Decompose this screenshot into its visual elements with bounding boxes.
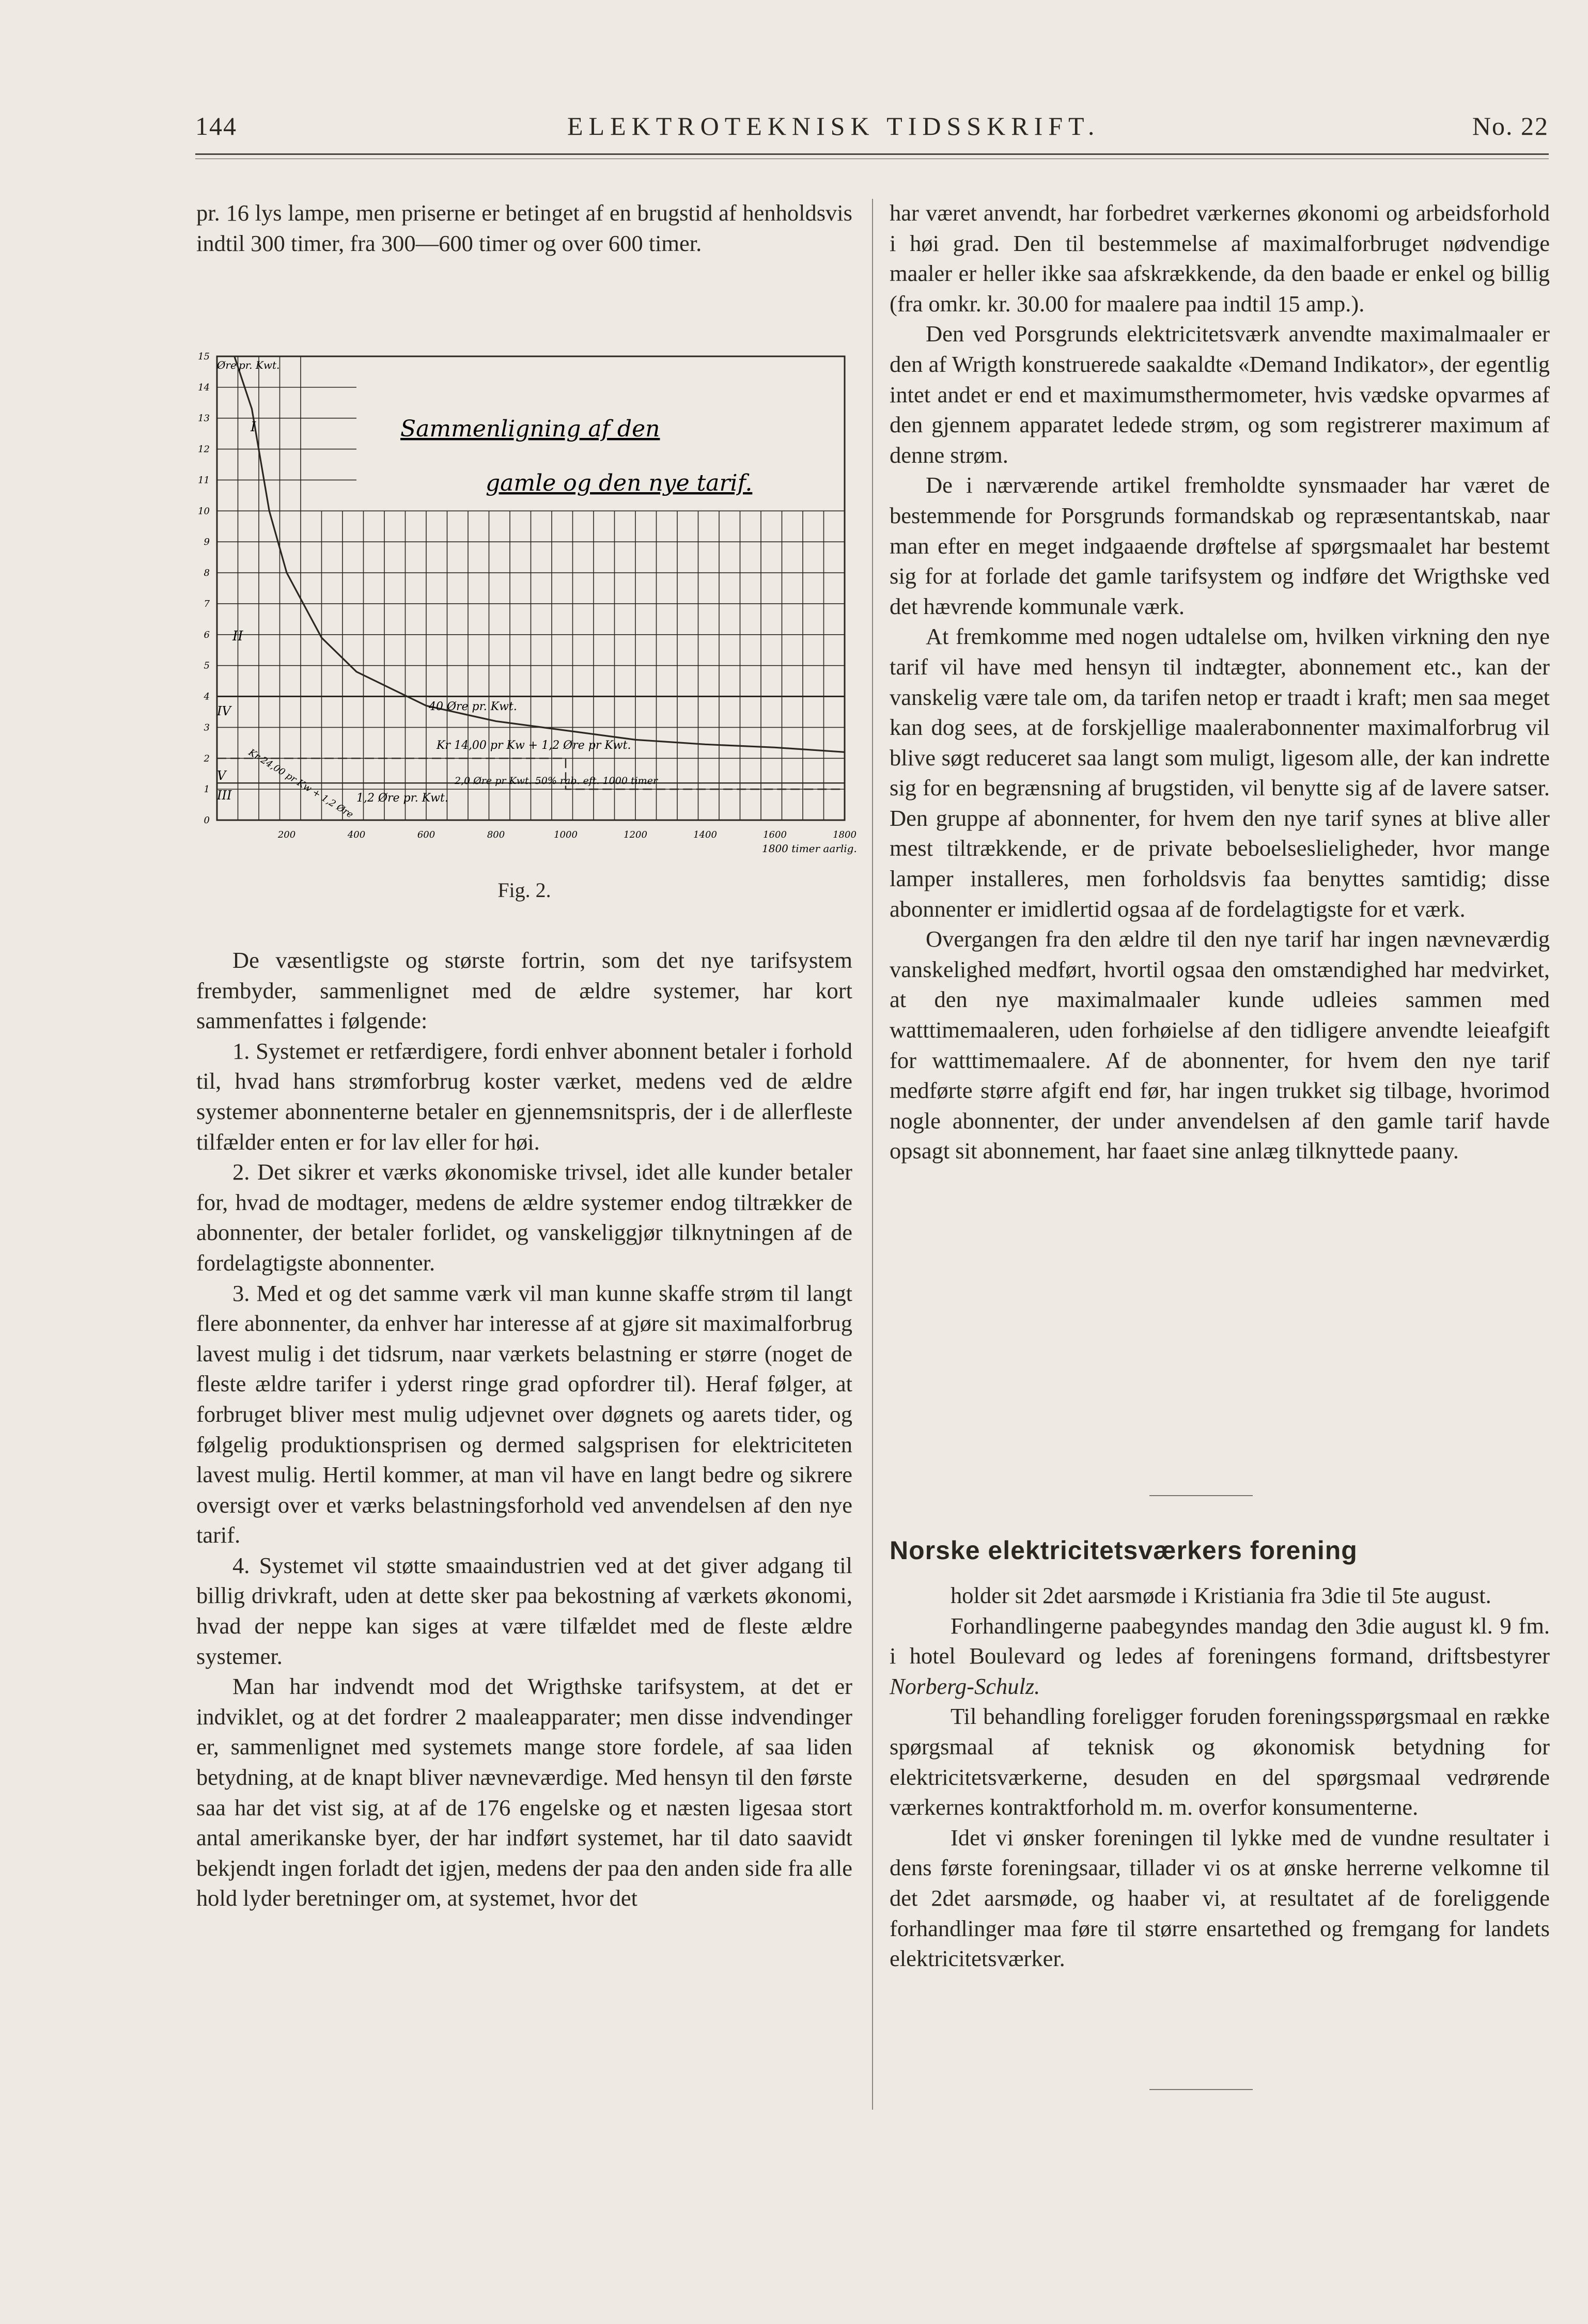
- y-tick-label: 1: [204, 784, 210, 795]
- x-tick-label: 1800: [833, 829, 857, 840]
- y-tick-label: 4: [204, 691, 210, 702]
- header-rule: [195, 153, 1549, 155]
- paragraph: Overgangen fra den ældre til den nye tarif har ingen nævneværdig vanskelighed medført, hvortil ogsaa den omstændighed har medvirket, at den nye maximalmaaler kunde udleies sammen med watttimemaaleren, uden forhøielse af den tidligere anvendte leieafgift for watttimemaalere. Af de abonnenter, for hvem den nye tarif medførte større afgift end før, har ingen trukket sig tilbage, hvorimod nogle abonnenter, der under anvendelsen af den gamle tarif havde opsagt sit abonnement, har faaet sine anlæg tilknyttede paany.: [890, 926, 1550, 1164]
- section-divider: [1149, 1495, 1253, 1496]
- curve-label-IV: IV: [217, 704, 231, 718]
- curve-label-III: III: [217, 788, 232, 803]
- y-tick-label: 6: [204, 629, 210, 640]
- paragraph: 4. Systemet vil støtte smaaindustrien ved at det giver adgang til billig drivkraft, uden at dette sker paa bekostning af værkets økonomi, hvad der neppe kan siges at være tilfældet med de fleste ældre systemer.: [196, 1552, 852, 1669]
- section-heading: Norske elektricitetsværkers forening: [890, 1536, 1358, 1565]
- paragraph: Til behandling foreligger foruden foreningsspørgsmaal en række spørgsmaal af teknisk og økonomisk betydning for elektricitetsværkerne, desuden en del spørgsmaal vedrørende værkernes kontraktforhold m. m. overfor konsumenterne.: [890, 1703, 1550, 1820]
- y-tick-label: 10: [198, 506, 210, 517]
- annotation-tariff: Kr 14,00 pr Kw + 1,2 Øre pr Kwt.: [437, 739, 631, 752]
- paragraph: 1. Systemet er retfærdigere, fordi enhver abonnent betaler i forhold til, hvad hans strømforbrug koster værket, medens ved de ældre systemer abonnenterne betaler en gjennemsnitspris, der i de allerfleste tilfælder enten er for lav eller for høi.: [196, 1038, 852, 1155]
- paragraph: [890, 1611, 1550, 1702]
- tariff-chart: [196, 325, 857, 873]
- y-tick-label: 11: [198, 475, 210, 486]
- y-tick-label: 9: [204, 537, 210, 548]
- journal-title: ELEKTROTEKNISK TIDSSKRIFT.: [567, 112, 1100, 140]
- issue-number: No. 22: [1472, 112, 1549, 140]
- y-unit-label: Øre: [217, 359, 237, 371]
- intro-text: pr. 16 lys lampe, men priserne er betinget af en brugstid af henholdsvis indtil 300 timer, fra 300—600 timer og over 600 timer.: [196, 200, 852, 256]
- paragraph: 3. Med et og det samme værk vil man kunne skaffe strøm til langt flere abonnenter, da enhver har interesse af at gjøre sit maximalforbrug lavest mulig i det tidsrum, naar værkets belastning er større (noget de fleste ældre tarifer i yderst ringe grad opfordrer til). Heraf følger, at forbruget bliver mest mulig udjevnet over døgnets og aarets tider, og følgelig produktionsprisen og dermed salgsprisen for elektriciteten lavest mulig. Hertil kommer, at man vil have en langt bedre og sikrere oversigt over et værks belastningsforhold ved anvendelsen af den nye tarif.: [196, 1280, 852, 1548]
- chart-title-line2: gamle og den nye tarif.: [486, 470, 753, 496]
- chart-title-line1: Sammenligning af den: [400, 416, 660, 442]
- x-tick-label: 200: [277, 829, 296, 840]
- left-column-body: [196, 945, 852, 1913]
- curve-label-II: II: [232, 629, 243, 644]
- paragraph: De i nærværende artikel fremholdte synsmaader har været de bestemmende for Porsgrunds formandskab og repræsentantskab, naar man efter en meget indgaaende drøftelse af spørgsmaalet har bestemt sig for at forlade det gamle tarifsystem og indføre det Wrigthske ved det hævrende kommunale værk.: [890, 472, 1550, 619]
- paragraph: Idet vi ønsker foreningen til lykke med de vundne resultater i dens første foreningsaar, tillader vi os at ønske herrerne velkomne til det 2det aarsmøde, og haaber vi, at resultatet af de foreliggende forhandlinger maa føre til større ensartethed og fremgang for landets elektricitetsværker.: [890, 1824, 1550, 1972]
- paragraph: De væsentligste og største fortrin, som det nye tarifsystem frembyder, sammenlignet med de ældre systemer, har kort sammenfattes i følgende:: [196, 947, 852, 1034]
- x-tick-label: 1000: [554, 829, 578, 840]
- y-tick-label: 0: [204, 815, 210, 826]
- y-tick-label: 13: [198, 413, 210, 424]
- page-number: 144: [195, 112, 237, 140]
- section-body: [890, 1580, 1550, 1974]
- y-tick-label: 8: [204, 568, 210, 579]
- x-tick-label: 400: [347, 829, 366, 840]
- y-tick-label: 7: [204, 598, 210, 609]
- y-tick-label: 14: [198, 382, 210, 393]
- annotation-discount: 2,0 Øre pr Kwt. 50% rab. eft. 1000 timer: [455, 775, 658, 787]
- paragraph: At fremkomme med nogen udtalelse om, hvilken virkning den nye tarif vil have med hensyn til indtægter, abonnement etc., kan der vanskelig være tale om, da tarifen netop er traadt i kraft; men saa meget kan dog sees, at de forskjellige maalerabonnenter maximalforbrug vil blive søgt reduceret saa langt som muligt, ligesom alle, der kan indrette sig for en begrænsning af brugstiden, vil benytte sig af de lavere satser. Den gruppe af abonnenter, for hvem den nye tarif synes at blive aller mest tiltrækkende, er de private beboelseslieligheder, hvor mange lamper installeres, men forholdsvis faa benyttes samtidig; disse abonnenter er imidlertid ogsaa af de fordelagtigste for et værk.: [890, 623, 1550, 922]
- paragraph: Man har indvendt mod det Wrigthske tarifsystem, at det er indviklet, og at det fordrer 2 maaleapparater; men disse indvendinger er, sammenlignet med systemets mange store fordele, af saa liden betydning, at de knapt bliver nævneværdige. Med hensyn til den første saa har det vist sig, at af de 176 engelske og et næsten ligesaa stort antal amerikanske byer, der har indført systemet, har til dato saavidt bekjendt ingen forladt det igjen, medens der paa den anden side fra alle hold lyder beretninger om, at systemet, hvor det: [196, 1673, 852, 1911]
- paragraph: 2. Det sikrer et værks økonomiske trivsel, idet alle kunder betaler for, hvad de modtager, medens de ældre systemer endog tiltrækker de abonnenter, der betaler forlidet, og vanskeliggjør tilknytningen af de fordelagtigste abonnenter.: [196, 1159, 852, 1276]
- right-column: [890, 198, 1550, 1166]
- x-tick-label: 1200: [624, 829, 647, 840]
- x-tick-label: 800: [487, 829, 505, 840]
- y-unit-label-2: pr. Kwt.: [239, 359, 280, 371]
- person-name: Norberg-Schulz.: [890, 1673, 1040, 1699]
- x-unit-label: 1800 timer aarlig.: [762, 842, 857, 855]
- y-tick-label: 5: [204, 660, 210, 671]
- curve-label-I: I: [251, 419, 256, 435]
- figure-caption: Fig. 2.: [497, 878, 551, 902]
- x-tick-label: 600: [417, 829, 435, 840]
- column-separator: [872, 199, 873, 2110]
- paragraph: har været anvendt, har forbedret værkernes økonomi og arbeidsforhold i høi grad. Den til bestemmelse af maximalforbruget nødvendige maaler er heller ikke saa afskrækkende, da den baade er enkel og billig (fra omkr. kr. 30.00 for maalere paa indtil 15 amp.).: [890, 200, 1550, 317]
- x-tick-label: 1400: [693, 829, 717, 840]
- paragraph: holder sit 2det aarsmøde i Kristiania fra 3die til 5te august.: [951, 1582, 1491, 1608]
- y-tick-label: 15: [198, 351, 210, 362]
- paragraph: Den ved Porsgrunds elektricitetsværk anvendte maximalmaaler er den af Wrigth konstruerede saakaldte «Demand Indikator», der egentlig intet andet er end et maximumsthermometer, hvis vædske opvarmes af den gjennem apparatet ledede strøm, og som registrerer maximum af denne strøm.: [890, 321, 1550, 468]
- x-tick-label: 1600: [763, 829, 787, 840]
- y-tick-label: 12: [198, 444, 210, 455]
- y-tick-label: 3: [204, 722, 210, 733]
- paragraph-text: Forhandlingerne paabegyndes mandag den 3die august kl. 9 fm. i hotel Boulevard og ledes af foreningens formand, driftsbestyrer: [890, 1612, 1550, 1669]
- annotation-flat-12: 1,2 Øre pr. Kwt.: [356, 792, 448, 805]
- end-divider: [1149, 2089, 1253, 2090]
- annotation-curve-a: Kr 24,00 pr Kw + 1,2 Øre: [246, 747, 355, 821]
- y-tick-label: 2: [204, 753, 210, 764]
- annotation-flat-40: 40 Øre pr. Kwt.: [429, 700, 517, 713]
- curve-label-V: V: [217, 768, 226, 783]
- figure-2: [196, 325, 857, 930]
- left-column: [196, 198, 852, 258]
- running-header: [195, 111, 1549, 147]
